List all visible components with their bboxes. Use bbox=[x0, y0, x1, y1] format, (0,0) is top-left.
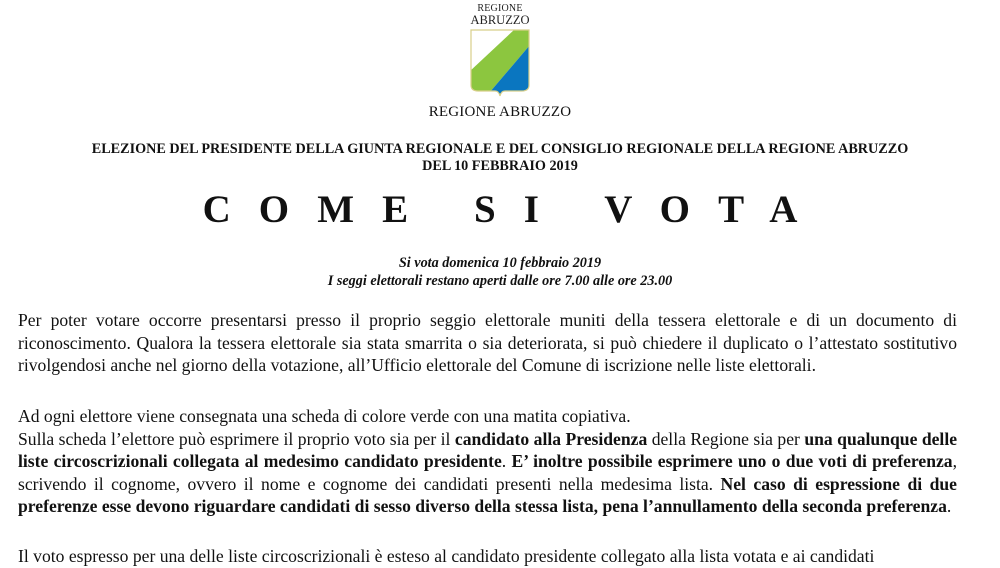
text-run: . bbox=[501, 451, 512, 472]
vote-date: Si vota domenica 10 febbraio 2019 bbox=[398, 255, 602, 271]
election-title-line1: ELEZIONE DEL PRESIDENTE DELLA GIUNTA REGIONALE E DEL CONSIGLIO REGIONALE DELLA REGIONE ABRUZZO bbox=[91, 141, 909, 157]
election-title bbox=[0, 141, 1000, 175]
election-title-line2: DEL 10 FEBBRAIO 2019 bbox=[422, 158, 578, 174]
paragraph-requirements bbox=[18, 309, 957, 377]
text-run: Sulla scheda l’elettore può esprimere il proprio voto sia per il bbox=[18, 428, 455, 449]
paragraph-clipped-text: Il voto espresso per una delle liste circoscrizionali è esteso al candidato presidente collegato alla lista votata e ai candidati bbox=[18, 546, 875, 566]
text-run: . bbox=[946, 496, 952, 517]
page-title: COME SI VOTA bbox=[202, 188, 826, 231]
logo-caption-small: REGIONE bbox=[477, 3, 523, 14]
regional-coat-of-arms-icon bbox=[470, 29, 530, 99]
logo-block bbox=[0, 4, 1000, 99]
text-run: , scrivendo il cognome, ovvero il nome e cognome dei candidati presenti nella medesima lista. bbox=[18, 451, 957, 494]
vote-info bbox=[0, 255, 1000, 290]
text-run: della Regione sia per bbox=[647, 428, 805, 449]
polling-hours: I seggi elettorali restano aperti dalle ore 7.00 alle ore 23.00 bbox=[327, 272, 673, 289]
region-name: REGIONE ABRUZZO bbox=[428, 104, 572, 120]
ballot-instructions bbox=[18, 428, 957, 518]
paragraph-ballot bbox=[18, 405, 957, 518]
bold-run: una qualunque delle liste circoscrizionali collegata al medesimo candidato presidente bbox=[18, 428, 958, 472]
logo-caption-big: ABRUZZO bbox=[470, 13, 530, 27]
bold-run: E’ inoltre possibile esprimere uno o due voti di preferenza bbox=[511, 451, 953, 472]
paragraph-requirements-text: Per poter votare occorre presentarsi presso il proprio seggio elettorale muniti della tessera elettorale e di un documento di riconoscimento. Qualora la tessera elettorale sia stata smarrita o sia deteriorata, si può chiedere il duplicato o l’attestato sostitutivo rivolgendosi anche nel giorno della votazione, all’Ufficio elettorale del Comune di iscrizione nelle liste elettorali. bbox=[18, 310, 957, 376]
bold-run: candidato alla Presidenza bbox=[454, 428, 648, 449]
ballot-intro: Ad ogni elettore viene consegnata una scheda di colore verde con una matita copiativa. bbox=[18, 406, 631, 426]
paragraph-clipped bbox=[18, 545, 957, 568]
bold-run: Nel caso di espressione di due preferenze esse devono riguardare candidati di sesso diverso della stessa lista, pena l’annullamento della seconda preferenza bbox=[18, 473, 957, 517]
